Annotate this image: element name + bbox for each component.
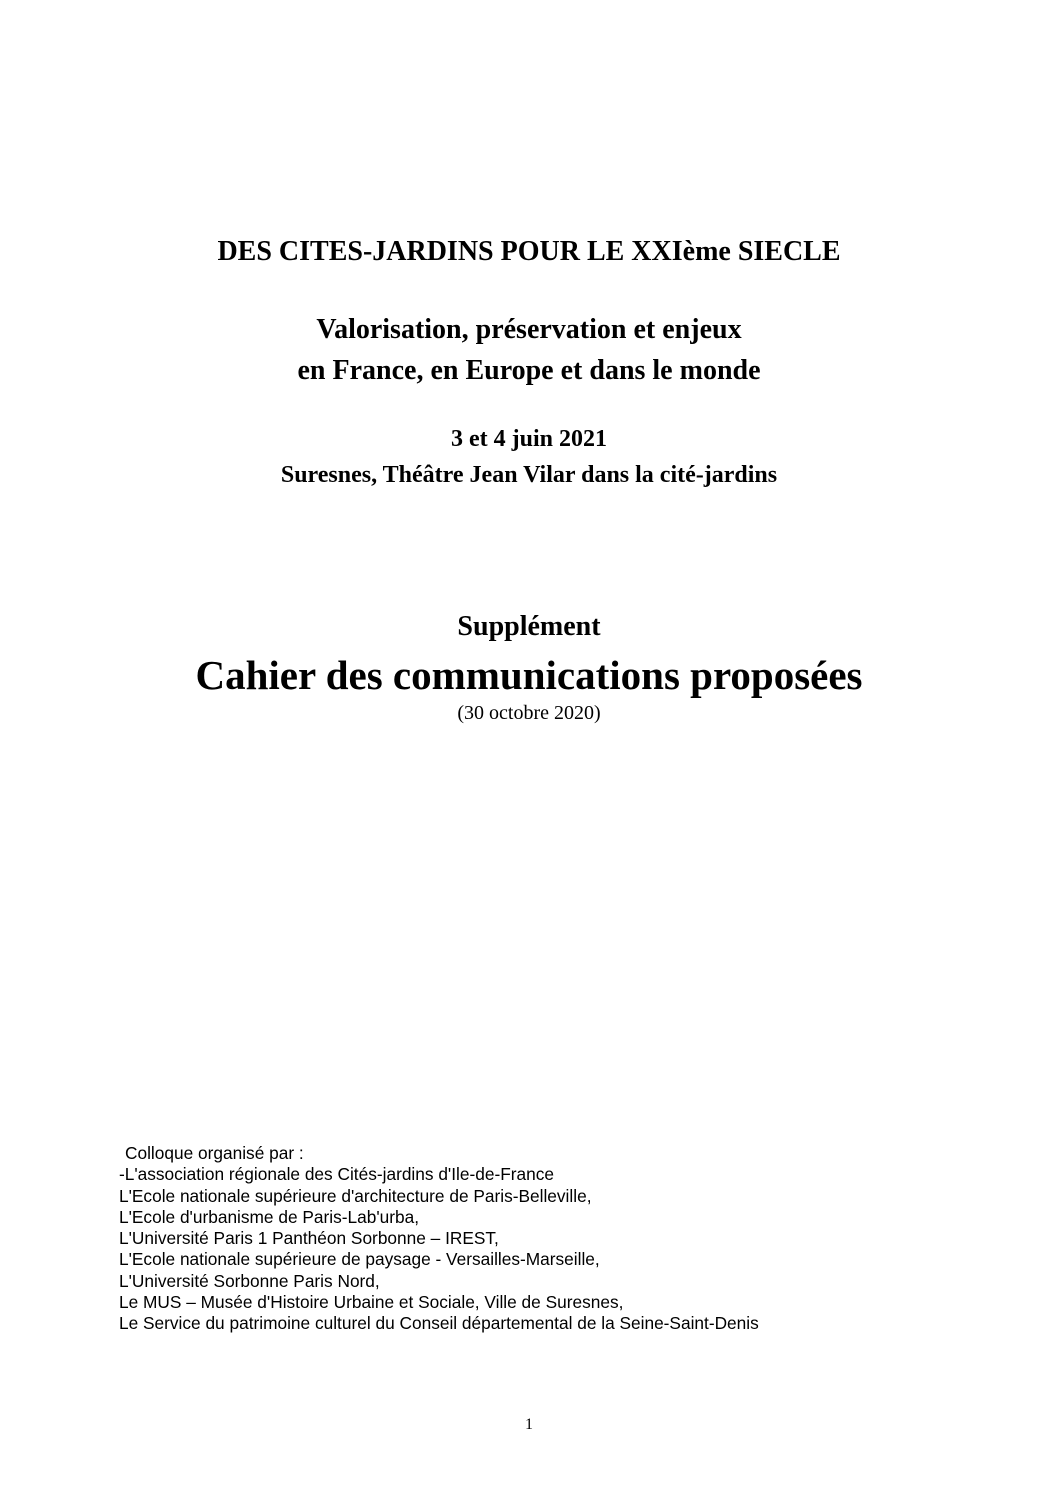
organizer-line: Le Service du patrimoine culturel du Conseil départemental de la Seine-Saint-Denis [119,1313,759,1334]
organizers-block [119,1143,759,1335]
organizer-line: Le MUS – Musée d'Histoire Urbaine et Sociale, Ville de Suresnes, [119,1292,624,1313]
main-title: DES CITES-JARDINS POUR LE XXIème SIECLE [217,236,841,267]
organizer-line: L'Ecole nationale supérieure de paysage - Versailles-Marseille, [119,1249,600,1270]
supplement-label: Supplément [457,611,601,642]
organizers-intro: Colloque organisé par : [125,1143,304,1163]
cahier-date: (30 octobre 2020) [457,702,601,724]
page-number: 1 [525,1416,533,1433]
organizer-line: L'Université Sorbonne Paris Nord, [119,1270,380,1291]
event-date: 3 et 4 juin 2021 [451,426,607,452]
subtitle-line-2: en France, en Europe et dans le monde [297,355,761,386]
organizer-line: L'Ecole nationale supérieure d'architecture de Paris-Belleville, [119,1185,592,1206]
organizer-line: -L'association régionale des Cités-jardins d'Ile-de-France [119,1164,555,1185]
cahier-title: Cahier des communications proposées [195,652,863,698]
subtitle-line-1: Valorisation, préservation et enjeux [316,314,742,345]
organizer-line: L'Université Paris 1 Panthéon Sorbonne – IREST, [119,1228,499,1249]
event-venue: Suresnes, Théâtre Jean Vilar dans la cité-jardins [280,462,778,488]
organizer-line: L'Ecole d'urbanisme de Paris-Lab'urba, [119,1206,420,1227]
